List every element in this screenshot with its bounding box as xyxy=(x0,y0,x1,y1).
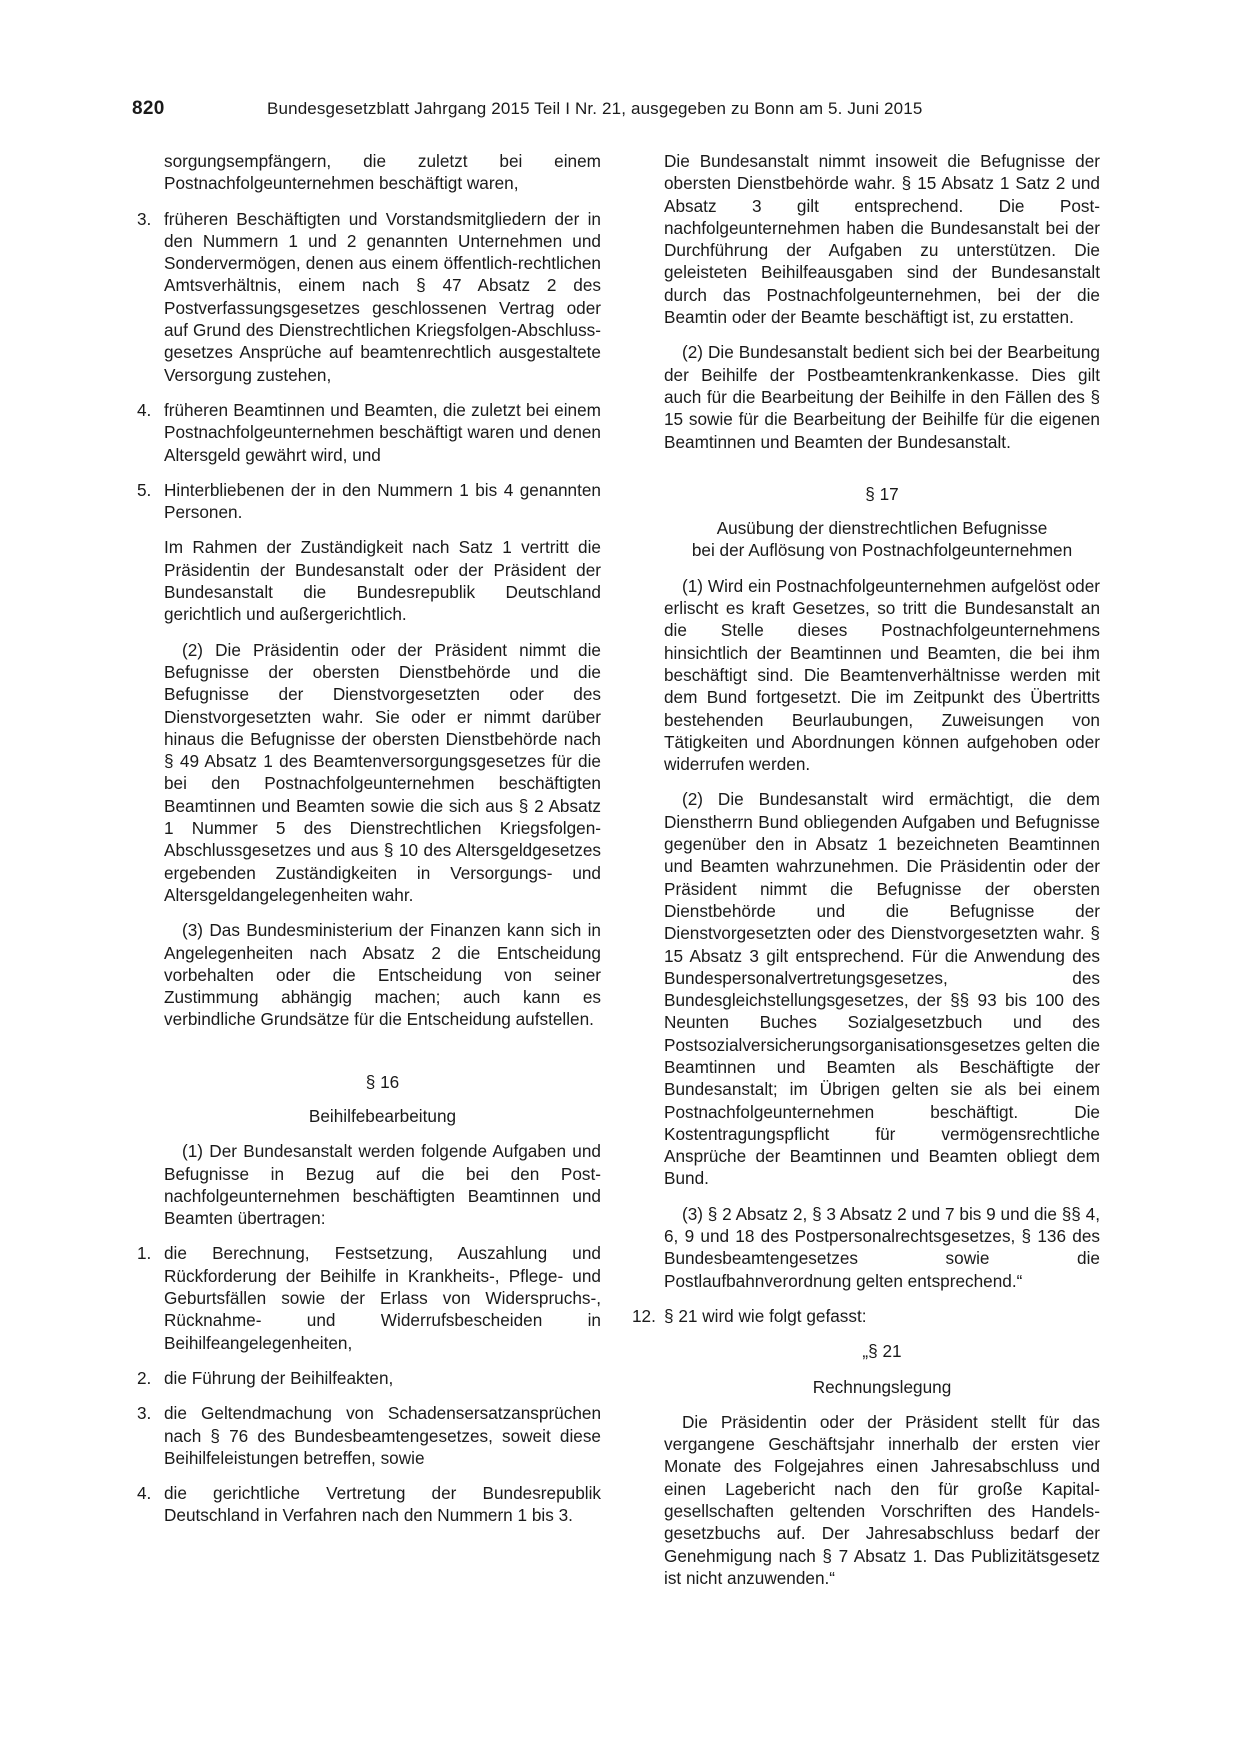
section-16-absatz-1: (1) Der Bundesanstalt werden folgende Aufgaben und Befugnisse in Bezug auf die bei den Postnachfolgeunternehmen beschäftigten Beamtinnen und Beamten übertragen: xyxy=(164,1141,601,1229)
section-16-absatz-2: (2) Die Bundesanstalt bedient sich bei der Bearbeitung der Beihilfe der Postbeamtenkrankenkasse. Dies gilt auch für die Bearbeitung der Beihilfe in den Fällen des § 15 sowie für die Bearbeitung der Beihilfe für die eigenen Beamtinnen und Beamten der Bundesanstalt. xyxy=(664,342,1100,452)
section-21-number: „§ 21 xyxy=(862,1341,902,1362)
list-item xyxy=(137,1242,601,1353)
list-item-text: Hinterbliebenen der in den Nummern 1 bis 4 genannten Personen. xyxy=(164,479,601,523)
section-16-number: § 16 xyxy=(365,1071,400,1092)
section-16-title: Beihilfebearbeitung xyxy=(308,1105,457,1126)
list-item-text: früheren Beamtinnen und Beamten, die zuletzt bei einem Postnachfolgeunternehmen beschäftigt waren und denen Altersgeld gewährt wird, und xyxy=(164,399,601,465)
section-17-absatz-1: (1) Wird ein Postnachfolgeunternehmen aufgelöst oder erlischt es kraft Gesetzes, so tritt die Bundesanstalt an die Stelle dieses Postnachfolgeunternehmens hinsichtlich der Beamtinnen und Beamten, die bei ihm beschäftigt sind. Die Beamtenverhältnisse werden mit dem Bund fortgesetzt. Die im Zeitpunkt des Übertritts bestehenden Beurlaubungen, Zuweisungen von Tätigkeiten und Abordnungen können aufgehoben oder widerrufen werden. xyxy=(664,575,1100,775)
section-17-title-line-2: bei der Auflösung von Postnachfolgeunternehmen xyxy=(691,540,1073,561)
list-item xyxy=(137,399,601,466)
list-item xyxy=(137,208,601,386)
section-17-number: § 17 xyxy=(865,483,899,504)
section-17-absatz-3: (3) § 2 Absatz 2, § 3 Absatz 2 und 7 bis 9 und die §§ 4, 6, 9 und 18 des Postpersonalrechtsgesetzes, § 136 des Bundesbeamtengesetzes sowie die Postlaufbahnverordnung gelten entsprechend.“ xyxy=(664,1203,1100,1291)
amendment-item-number: 12. xyxy=(632,1305,656,1326)
section-17-title xyxy=(664,517,1100,562)
list-item-number: 4. xyxy=(137,1483,152,1504)
amendment-item-12 xyxy=(632,1305,1100,1327)
paragraph-rahmen: Im Rahmen der Zuständigkeit nach Satz 1 vertritt die Präsidentin der Bundesanstalt oder der Präsident der Bundesanstalt die Bundesrepublik Deutschland gerichtlich und außergerichtlich. xyxy=(164,537,601,625)
list-item-number: 4. xyxy=(137,399,152,420)
list-item-text: die gerichtliche Vertretung der Bundesrepublik Deutschland in Verfahren nach den Nummern 1 bis 3. xyxy=(164,1483,601,1526)
list-item xyxy=(137,1482,601,1527)
left-column xyxy=(137,150,601,1540)
paragraph-absatz-2: (2) Die Präsidentin oder der Präsident nimmt die Befugnisse der obersten Dienstbehörde und die Befugnisse der Dienstvorgesetzten oder des Dienstvorgesetzten wahr. Sie oder er nimmt darüber hinaus die Befugnisse der obersten Dienstbehörde nach § 49 Absatz 1 des Beamtenversorgungsgesetzes für die bei den Postnachfolgeunternehmen beschäftigten Beamtinnen und Beamten sowie die sich aus § 2 Absatz 1 Nummer 5 des Dienstrechtlichen Kriegsfolgen-Abschlussgesetzes und aus § 10 des Altersgeldgesetzes ergebenden Zuständigkeiten in Versorgungs- und Altersgeldangelegenheiten wahr. xyxy=(164,639,601,905)
page-header xyxy=(132,98,982,124)
list-item xyxy=(137,1402,601,1469)
continued-list-text: sorgungsempfängern, die zuletzt bei einem Postnachfolgeunternehmen beschäftigt waren, xyxy=(164,151,601,194)
list-item-text: die Führung der Beihilfeakten, xyxy=(164,1367,394,1388)
section-21-paragraph: Die Präsidentin oder der Präsident stellt für das vergangene Geschäftsjahr innerhalb der ersten vier Monate des Folgejahres einen Jahresabschluss und einen Lagebericht nach den für große Kapitalgesellschaften geltenden Vorschriften des Handelsgesetzbuchs auf. Der Jahresabschluss bedarf der Genehmigung nach § 7 Absatz 1. Das Publizitätsgesetz ist nicht anzuwenden.“ xyxy=(664,1411,1100,1588)
list-item-number: 3. xyxy=(137,208,152,229)
section-17-title-line-1: Ausübung der dienstrechtlichen Befugnisse xyxy=(716,518,1048,539)
list-item-text: früheren Beschäftigten und Vorstandsmitgliedern der in den Nummern 1 und 2 genannten Unternehmen und Sondervermögen, denen aus einem öffentlich-rechtlichen Amtsverhältnis, einem nach § 47 Absatz 2 des Postverfassungsgesetzes geschlossenen Vertrag oder auf Grund des Dienstrechtlichen Kriegsfolgen-Abschlussgesetzes Ansprüche auf beamtenrechtlich ausgestaltete Versorgung zustehen, xyxy=(164,208,601,385)
running-title: Bundesgesetzblatt Jahrgang 2015 Teil I Nr. 21, ausgegeben zu Bonn am 5. Juni 2015 xyxy=(267,99,923,118)
section-21-title: Rechnungslegung xyxy=(812,1376,952,1397)
list-item-number: 2. xyxy=(137,1367,152,1388)
list-item-number: 1. xyxy=(137,1243,152,1264)
right-column xyxy=(632,150,1100,1602)
list-item xyxy=(137,1367,601,1389)
list-item-text: die Berechnung, Festsetzung, Auszahlung und Rückforderung der Beihilfe in Krankheits-, Pflege- und Geburtsfällen sowie der Erlass von Widerspruchs-, Rücknahme- und Widerrufsbescheiden in Beihilfeangelegenheiten, xyxy=(164,1243,601,1353)
section-17-absatz-2: (2) Die Bundesanstalt wird ermächtigt, die dem Dienstherrn Bund obliegenden Aufgaben und Befugnisse gegenüber den in Absatz 1 bezeichneten Beamtinnen und Beamten wahrzunehmen. Die Präsidentin oder der Präsident nimmt die Befugnisse der obersten Dienstbehörde und die Befugnisse der Dienstvorgesetzten oder des Dienstvorgesetzten wahr. § 15 Absatz 3 gilt entsprechend. Für die Anwendung des Bundespersonalvertretungsgesetzes, des Bundesgleichstellungsgesetzes, der §§ 93 bis 100 des Neunten Buches Sozialgesetzbuch und des Postsozialversicherungsorganisationsgesetzes gelten die Beamtinnen und Beamten als Beschäftigte der Bundesanstalt; im Übrigen gelten sie als bei einem Postnachfolgeunternehmen beschäftigt. Die Kostentragungspflicht für vermögensrechtliche Ansprüche der Beamtinnen und Beamten obliegt dem Bund. xyxy=(664,789,1100,1189)
amendment-item-text: § 21 wird wie folgt gefasst: xyxy=(664,1305,867,1326)
list-item-text: die Geltendmachung von Schadensersatzansprüchen nach § 76 des Bundesbeamtengesetzes, soweit diese Beihilfeleistungen betreffen, sowie xyxy=(164,1403,601,1468)
list-item xyxy=(137,479,601,524)
list-item-number: 5. xyxy=(137,479,152,500)
list-item-number: 3. xyxy=(137,1403,152,1424)
section-16-continuation: Die Bundesanstalt nimmt insoweit die Befugnisse der obersten Dienstbehörde wahr. § 15 Absatz 1 Satz 2 und Absatz 3 gilt entsprechend. Die Postnachfolgeunternehmen haben die Bundesanstalt bei der Durchführung der Aufgaben zu unterstützen. Die geleisteten Beihilfeausgaben sind der Bundesanstalt durch das Postnachfolgeunternehmen, bei der die Beamtin oder der Beamte beschäftigt ist, zu erstatten. xyxy=(664,151,1100,328)
paragraph-absatz-3: (3) Das Bundesministerium der Finanzen kann sich in Angelegenheiten nach Absatz 2 die Entscheidung vorbehalten oder die Entscheidung von seiner Zustimmung abhängig machen; auch kann es verbindliche Grundsätze für die Entscheidung aufstellen. xyxy=(164,920,601,1030)
page-number: 820 xyxy=(132,98,165,119)
